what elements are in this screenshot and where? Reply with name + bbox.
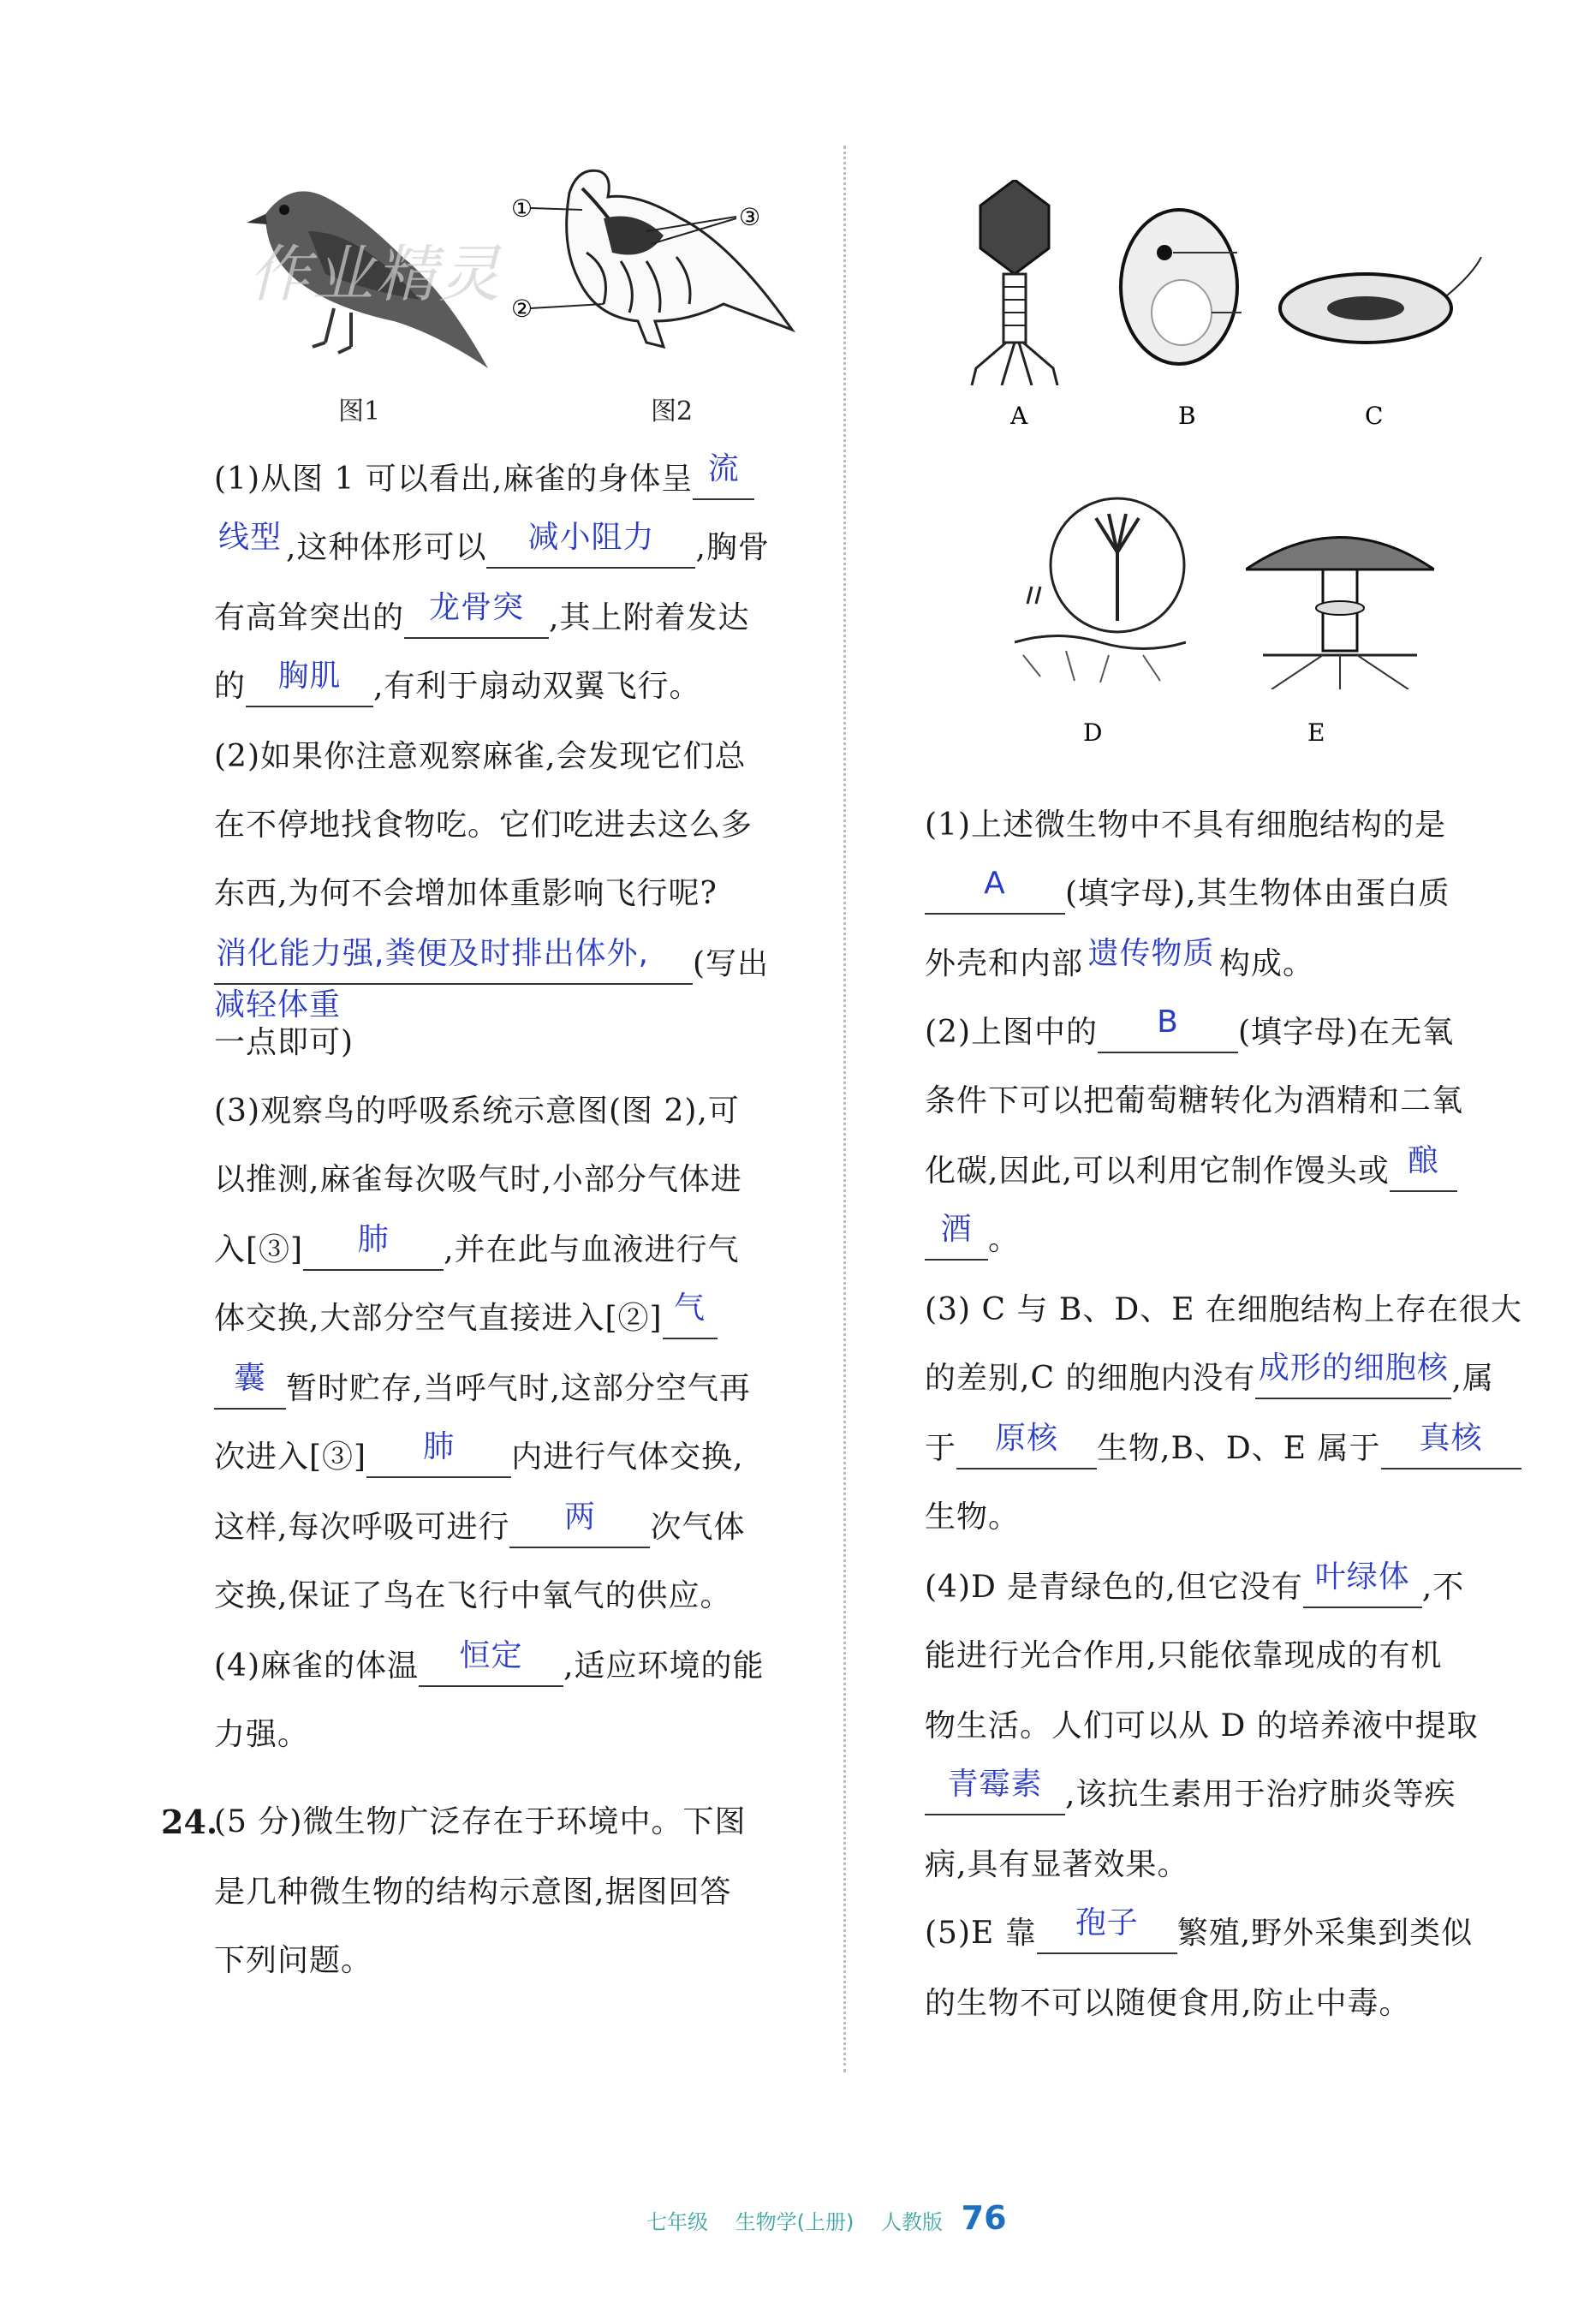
r-q3-line2: 的差别,C 的细胞内没有成形的细胞核,属 bbox=[925, 1360, 1494, 1399]
q4-line1: (4)麻雀的体温 恒定 ,适应环境的能 bbox=[214, 1648, 764, 1687]
bacterium-c-figure bbox=[1276, 257, 1498, 351]
answer-air-sac-part1: 气 bbox=[663, 1300, 718, 1339]
fig1-label: 图1 bbox=[338, 396, 381, 426]
q2-line3: 东西,为何不会增加体重影响飞行呢? bbox=[214, 876, 718, 911]
answer-spores: 孢子 bbox=[1037, 1915, 1177, 1954]
r-q1-line1: (1)上述微生物中不具有细胞结构的是 bbox=[925, 808, 1446, 843]
q2-line4: 消化能力强,粪便及时排出体外, (写出 bbox=[214, 945, 769, 985]
answer-nucleus: 成形的细胞核 bbox=[1255, 1360, 1451, 1399]
column-divider bbox=[843, 146, 846, 2072]
r-q4-line2: 能进行光合作用,只能依靠现成的有机 bbox=[925, 1638, 1443, 1673]
answer-twice: 两 bbox=[509, 1509, 650, 1548]
q4-line2: 力强。 bbox=[214, 1717, 310, 1752]
answer-wine-part2: 酒 bbox=[925, 1221, 988, 1261]
answer-genetic-material: 遗传物质 bbox=[1087, 936, 1215, 971]
q3-line8: 交换,保证了鸟在飞行中氧气的供应。 bbox=[214, 1578, 732, 1613]
r-q4-line1: (4)D 是青绿色的,但它没有 叶绿体 ,不 bbox=[925, 1569, 1464, 1608]
fig2-label: 图2 bbox=[651, 396, 694, 426]
answer-lung-2: 肺 bbox=[366, 1439, 511, 1478]
answer-chloroplast: 叶绿体 bbox=[1303, 1569, 1422, 1608]
answer-lung-1: 肺 bbox=[303, 1231, 444, 1271]
answer-no-cell-structure: A bbox=[925, 875, 1065, 915]
footer-subject: 生物学(上册) bbox=[735, 2210, 855, 2234]
yeast-b-figure bbox=[1117, 206, 1246, 368]
r-q4-line4: 青霉素 ,该抗生素用于治疗肺炎等疾 bbox=[925, 1776, 1456, 1815]
r-q1-line2: A (填字母),其生物体由蛋白质 bbox=[925, 875, 1450, 915]
penicillium-d-figure bbox=[1015, 492, 1186, 685]
r-q1-line3: 外壳和内部 遗传物质 构成。 bbox=[925, 936, 1315, 981]
r-q4-line3: 物生活。人们可以从 D 的培养液中提取 bbox=[925, 1708, 1479, 1744]
answer-weight-reason: 消化能力强,粪便及时排出体外, bbox=[214, 945, 693, 985]
answer-eukaryote: 真核 bbox=[1381, 1430, 1522, 1469]
footer-grade: 七年级 bbox=[646, 2210, 708, 2234]
answer-yeast-letter: B bbox=[1098, 1014, 1238, 1053]
answer-prokaryote: 原核 bbox=[956, 1430, 1097, 1469]
callout-1: ① bbox=[511, 194, 533, 223]
question-24-number: 24. bbox=[161, 1803, 218, 1841]
bird-respiratory-diagram bbox=[509, 158, 801, 355]
label-row-1 bbox=[1010, 398, 1438, 432]
label-row-2 bbox=[1083, 715, 1426, 749]
q1-line2: 线型 ,这种体形可以 减小阻力 ,胸骨 bbox=[214, 529, 770, 569]
label-a: A bbox=[1010, 402, 1028, 430]
answer-body-shape-part1: 流 bbox=[693, 461, 754, 500]
q2-line2: 在不停地找食物吃。它们吃进去这么多 bbox=[214, 808, 753, 843]
q3-line1: (3)观察鸟的呼吸系统示意图(图 2),可 bbox=[214, 1094, 740, 1129]
q3-line3: 入[③] 肺 ,并在此与血液进行气 bbox=[214, 1231, 740, 1271]
q24-line2: 是几种微生物的结构示意图,据图回答 bbox=[214, 1875, 732, 1910]
answer-keel: 龙骨突 bbox=[404, 599, 549, 639]
q2-answer-cont: 减轻体重 bbox=[214, 987, 342, 1022]
answer-shape-function: 减小阻力 bbox=[486, 529, 695, 569]
label-c: C bbox=[1365, 402, 1384, 430]
sparrow-eye bbox=[279, 205, 289, 215]
q2-line1: (2)如果你注意观察麻雀,会发现它们总 bbox=[214, 739, 747, 774]
r-q3-line3: 于 原核 生物,B、D、E 属于 真核 bbox=[925, 1430, 1522, 1469]
answer-body-temp: 恒定 bbox=[419, 1648, 563, 1687]
label-b: B bbox=[1178, 402, 1196, 430]
r-q5-line2: 的生物不可以随便食用,防止中毒。 bbox=[925, 1986, 1411, 2021]
sparrow-beak bbox=[247, 214, 267, 224]
label-e: E bbox=[1307, 718, 1325, 747]
r-q2-line3: 化碳,因此,可以利用它制作馒头或 酿 bbox=[925, 1153, 1457, 1192]
q1-line3: 有高耸突出的 龙骨突 ,其上附着发达 bbox=[214, 599, 749, 639]
q2-line5: 一点即可) bbox=[214, 1025, 354, 1060]
sparrow-legs bbox=[313, 308, 351, 353]
q24-line1: (5 分)微生物广泛存在于环境中。下图 bbox=[214, 1804, 747, 1839]
r-q3-line1: (3) C 与 B、D、E 在细胞结构上存在很大 bbox=[925, 1292, 1522, 1327]
q3-line6: 次进入[③] 肺 内进行气体交换, bbox=[214, 1439, 744, 1478]
callout-2: ② bbox=[511, 295, 533, 323]
q3-line4: 体交换,大部分空气直接进入[②] 气 bbox=[214, 1300, 718, 1339]
q3-line7: 这样,每次呼吸可进行 两 次气体 bbox=[214, 1509, 745, 1548]
q3-line2: 以推测,麻雀每次吸气时,小部分气体进 bbox=[214, 1162, 742, 1197]
r-q2-line1: (2)上图中的 B (填字母)在无氧 bbox=[925, 1014, 1454, 1053]
r-q5-line1: (5)E 靠 孢子 繁殖,野外采集到类似 bbox=[925, 1915, 1473, 1954]
answer-chest-muscle: 胸肌 bbox=[246, 668, 373, 707]
answer-air-sac-part2: 囊 bbox=[214, 1370, 286, 1410]
footer-edition: 人教版 bbox=[881, 2210, 944, 2234]
r-q4-line5: 病,具有显著效果。 bbox=[925, 1847, 1189, 1882]
q1-line4: 的 胸肌 ,有利于扇动双翼飞行。 bbox=[214, 668, 700, 707]
q1-line1: (1)从图 1 可以看出,麻雀的身体呈 流 bbox=[214, 461, 754, 500]
label-d: D bbox=[1083, 718, 1103, 747]
virus-a-figure bbox=[968, 180, 1062, 385]
mushroom-e-figure bbox=[1246, 514, 1434, 689]
watermark: 作业精灵 bbox=[248, 238, 503, 310]
q3-line5: 囊 暂时贮存,当呼气时,这部分空气再 bbox=[214, 1370, 751, 1410]
q24-line3: 下列问题。 bbox=[214, 1943, 373, 1978]
page-number: 76 bbox=[961, 2199, 1007, 2237]
answer-wine-part1: 酿 bbox=[1390, 1153, 1457, 1192]
answer-penicillin: 青霉素 bbox=[925, 1776, 1065, 1815]
r-q2-line4: 酒 。 bbox=[925, 1221, 1020, 1261]
answer-body-shape-part2: 线型 bbox=[217, 520, 282, 555]
r-q2-line2: 条件下可以把葡萄糖转化为酒精和二氧 bbox=[925, 1083, 1464, 1118]
callout-3: ③ bbox=[739, 203, 761, 231]
r-q3-line4: 生物。 bbox=[925, 1499, 1021, 1535]
page-footer bbox=[646, 2199, 1007, 2237]
